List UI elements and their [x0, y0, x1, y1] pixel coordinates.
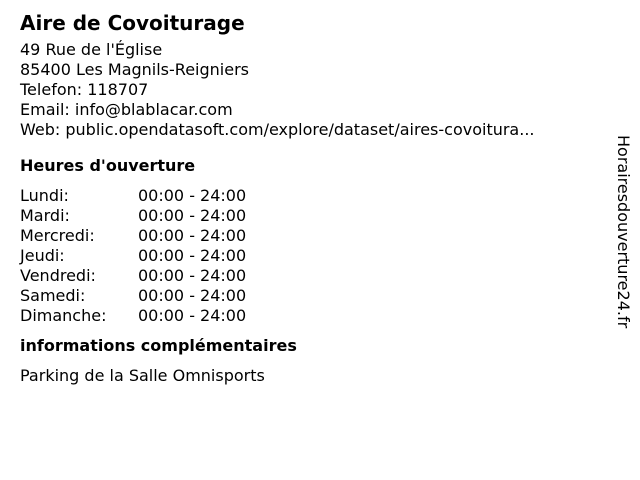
- day-label: Mardi:: [20, 206, 70, 225]
- day-label: Jeudi:: [20, 246, 65, 265]
- info-text: Parking de la Salle Omnisports: [20, 366, 265, 385]
- info-heading: informations complémentaires: [20, 336, 297, 355]
- time-range: 00:00 - 24:00: [138, 306, 247, 325]
- address-line-1: 49 Rue de l'Église: [20, 40, 163, 59]
- listing-title: Aire de Covoiturage: [20, 11, 245, 35]
- hours-row-sunday: [20, 306, 600, 326]
- time-range: 00:00 - 24:00: [138, 206, 247, 225]
- email-line: Email: info@blablacar.com: [20, 100, 233, 119]
- address-line-2: 85400 Les Magnils-Reigniers: [20, 60, 249, 79]
- hours-row-wednesday: [20, 226, 600, 246]
- day-label: Mercredi:: [20, 226, 95, 245]
- hours-row-saturday: [20, 286, 600, 306]
- web-line: Web: public.opendatasoft.com/explore/dataset/aires-covoitura...: [20, 120, 535, 139]
- hours-row-tuesday: [20, 206, 600, 226]
- time-range: 00:00 - 24:00: [138, 246, 247, 265]
- hours-row-friday: [20, 266, 600, 286]
- day-label: Samedi:: [20, 286, 86, 305]
- time-range: 00:00 - 24:00: [138, 186, 247, 205]
- day-label: Lundi:: [20, 186, 69, 205]
- day-label: Dimanche:: [20, 306, 107, 325]
- hours-row-monday: [20, 186, 600, 206]
- brand-side-label: Horairesdouverture24.fr: [614, 135, 633, 329]
- listing-card: [20, 10, 600, 386]
- day-label: Vendredi:: [20, 266, 96, 285]
- hours-heading: Heures d'ouverture: [20, 156, 196, 175]
- phone-line: Telefon: 118707: [20, 80, 149, 99]
- hours-row-thursday: [20, 246, 600, 266]
- time-range: 00:00 - 24:00: [138, 266, 247, 285]
- time-range: 00:00 - 24:00: [138, 286, 247, 305]
- time-range: 00:00 - 24:00: [138, 226, 247, 245]
